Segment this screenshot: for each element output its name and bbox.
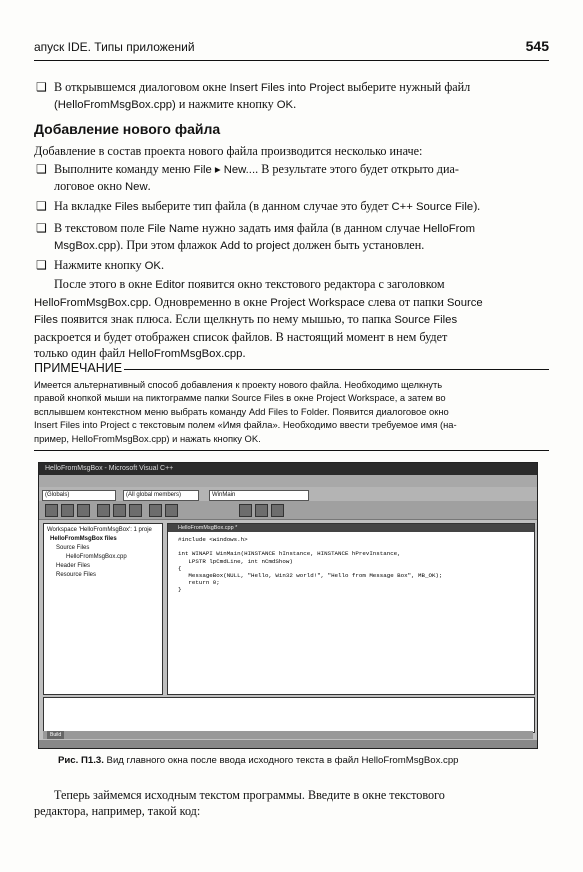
intro-paragraph: Добавление в состав проекта нового файла производится несколько иначе:	[34, 144, 423, 158]
text: Editor	[155, 279, 185, 291]
text: File Name	[147, 223, 199, 235]
output-tabs	[43, 731, 533, 739]
build-icon[interactable]	[255, 504, 268, 517]
ide-screenshot	[38, 462, 538, 749]
header-title: апуск IDE. Типы приложений	[34, 40, 195, 54]
text: выберите нужный файл	[344, 80, 471, 94]
text: OK	[276, 99, 294, 112]
note-body	[34, 378, 544, 445]
source-file[interactable]: HelloFromMsgBox.cpp	[66, 554, 127, 560]
text: Insert Files into Project	[229, 82, 345, 94]
workspace-root[interactable]: Workspace 'HelloFromMsgBox': 1 proje	[47, 527, 152, 533]
cut-icon[interactable]	[97, 504, 110, 517]
text: В текстовом поле	[54, 221, 148, 235]
text: появится знак плюса. Если щелкнуть по нему мышью, то папка	[57, 312, 395, 326]
text: Files	[34, 314, 58, 326]
text: File ▸ New...	[193, 164, 256, 176]
new-file-icon[interactable]	[45, 504, 58, 517]
closing-paragraph	[34, 787, 549, 820]
open-icon[interactable]	[61, 504, 74, 517]
body-paragraph	[34, 276, 549, 363]
text: .	[147, 179, 151, 194]
text: Files	[114, 201, 139, 213]
section-heading: Добавление нового файла	[34, 121, 221, 137]
text: нужно задать имя файла (в данном случае	[198, 221, 423, 235]
text: . Одновременно в окне	[148, 294, 271, 309]
text: только один файл	[34, 346, 129, 360]
text: HelloFrom	[422, 223, 476, 235]
text: На вкладке	[54, 199, 115, 213]
undo-icon[interactable]	[149, 504, 162, 517]
editor-title: HelloFromMsgBox.cpp *	[168, 524, 534, 532]
text: и нажмите кнопку	[175, 97, 277, 112]
text: Выполните команду меню	[54, 162, 194, 176]
text: ).	[473, 199, 481, 213]
source-code[interactable]: #include <windows.h> int WINAPI WinMain(HINSTANCE hInstance, HINSTANCE hPrevInstance, LPSTR lpCmdLine, int nCmdShow) { MessageBox(NULL, "Hello, Win32 world!", "Hello from Message Box", MB_OK); return 0; }	[178, 536, 443, 594]
text: После этого в окне	[54, 277, 156, 291]
bullet-icon: ❑	[36, 221, 47, 235]
note-line: пример, HelloFromMsgBox.cpp) и нажать кнопку OK.	[34, 432, 261, 444]
note-rule	[124, 369, 549, 370]
globals-combo[interactable]: (Globals)	[42, 490, 116, 501]
compile-icon[interactable]	[239, 504, 252, 517]
note-heading: ПРИМЕЧАНИЕ	[34, 361, 123, 375]
text: .	[293, 97, 297, 112]
run-icon[interactable]	[271, 504, 284, 517]
status-bar	[39, 740, 537, 748]
list-item	[54, 198, 549, 215]
output-pane	[43, 697, 535, 733]
bullet-icon: ❑	[36, 199, 47, 213]
project-node[interactable]: HelloFromMsgBox files	[50, 536, 117, 542]
bullet-icon: ❑	[36, 258, 47, 272]
text: HelloFromMsgBox.cpp	[128, 348, 243, 360]
text: выберите тип файла (в данном случае это будет	[138, 199, 392, 213]
page-number: 545	[525, 38, 549, 54]
text: Project Workspace	[270, 296, 365, 309]
header-rule	[34, 60, 549, 61]
note-line: Insert Files into Project с текстовым полем «Имя файла». Необходимо ввести требуемое имя (на-	[34, 419, 457, 431]
save-icon[interactable]	[77, 504, 90, 517]
bullet-icon: ❑	[36, 162, 47, 176]
caption-label: Рис. П1.3.	[58, 755, 104, 766]
window-title-bar: HelloFromMsgBox - Microsoft Visual C++	[39, 463, 537, 475]
text: редактора, например, такой код:	[34, 804, 201, 819]
text: ). При этом флажок	[116, 238, 221, 253]
menu-bar	[39, 475, 537, 487]
text: New	[125, 181, 148, 194]
text: логовое окно	[54, 179, 126, 194]
list-item	[54, 161, 549, 196]
text: появится окно текстового редактора с заголовком	[184, 277, 445, 291]
text: раскроется и будет отображен список файлов. В настоящий момент в нем будет	[34, 329, 448, 344]
tab-build[interactable]: Build	[47, 731, 64, 739]
paste-icon[interactable]	[129, 504, 142, 517]
project-workspace	[43, 523, 163, 695]
text: Теперь займемся исходным текстом программы. Введите в окне текстового	[54, 788, 445, 802]
editor-window[interactable]	[167, 523, 535, 695]
note-end-rule	[34, 450, 549, 451]
text: Source	[446, 296, 483, 309]
text: C++ Source File	[391, 201, 474, 213]
members-combo[interactable]: (All global members)	[123, 490, 199, 501]
text: HelloFromMsgBox.cpp	[34, 296, 149, 309]
resource-folder[interactable]: Resource Files	[56, 572, 97, 578]
copy-icon[interactable]	[113, 504, 126, 517]
list-item	[54, 220, 549, 255]
text: должен быть установлен.	[289, 238, 425, 253]
source-folder[interactable]: Source Files	[56, 545, 90, 551]
text: слева от папки	[364, 294, 447, 309]
note-line: правой кнопкой мыши на пиктограмме папки Source Files в окне Project Workspace, а затем во	[34, 392, 446, 404]
text: MsgBox.cpp	[54, 240, 117, 253]
text: Source Files	[394, 314, 458, 326]
figure-caption	[58, 755, 459, 766]
note-line: Имеется альтернативный способ добавления к проекту нового файла. Необходимо щелкнуть	[34, 379, 443, 390]
text: Нажмите кнопку	[54, 258, 145, 272]
text: OK	[144, 260, 161, 272]
running-header	[34, 38, 549, 58]
note-line: всплывшем контекстном меню выбрать команду Add Files to Folder. Появится диалоговое окно	[34, 405, 449, 417]
text: Add to project	[220, 240, 290, 253]
caption-text: Вид главного окна после ввода исходного текста в файл HelloFromMsgBox.cpp	[103, 755, 459, 766]
text: .	[160, 258, 164, 272]
text: . В результате этого будет открыто диа-	[255, 162, 459, 176]
bullet-icon: ❑	[36, 80, 47, 94]
text: (HelloFromMsgBox.cpp)	[54, 99, 176, 112]
list-item	[54, 79, 549, 114]
list-item	[54, 257, 549, 274]
text: В открывшемся диалоговом окне	[54, 80, 230, 94]
redo-icon[interactable]	[165, 504, 178, 517]
text: .	[242, 346, 246, 360]
header-folder[interactable]: Header Files	[56, 563, 91, 569]
function-combo[interactable]: WinMain	[209, 490, 309, 501]
